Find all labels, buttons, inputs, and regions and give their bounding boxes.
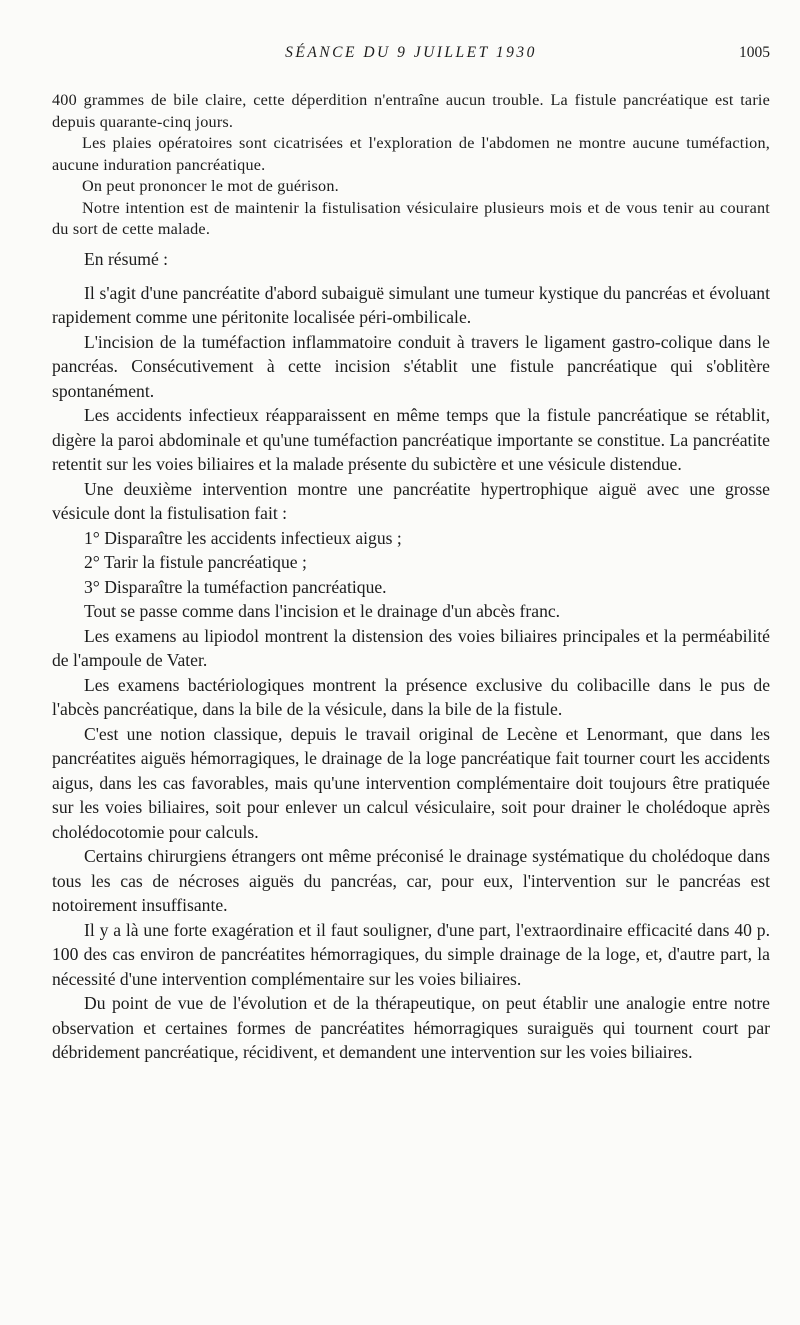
summary-heading: En résumé : — [84, 249, 169, 269]
paragraph-6: Les examens au lipiodol montrent la distension des voies biliaires principales et la perméabilité de l'ampoule de Vater. — [52, 625, 770, 670]
list-item-3: 3° Disparaître la tuméfaction pancréatique. — [84, 576, 387, 597]
small-paragraph-2: Les plaies opératoires sont cicatrisées et l'exploration de l'abdomen ne montre aucune tuméfaction, aucune induration pancréatique. — [52, 134, 770, 174]
paragraph-5: Tout se passe comme dans l'incision et le drainage d'un abcès franc. — [84, 601, 561, 621]
small-paragraph-3: On peut prononcer le mot de guérison. — [82, 177, 339, 195]
paragraph-11: Du point de vue de l'évolution et de la thérapeutique, on peut établir une analogie entre notre observation et certaines formes de pancréatites hémorragiques suraiguës qui tournent court par débridement pancréatique, récidivent, et demandent une intervention sur les voies biliaires. — [52, 993, 770, 1062]
page-header — [52, 44, 770, 68]
paragraph-3: Les accidents infectieux réapparaissent en même temps que la fistule pancréatique se rétablit, digère la paroi abdominale et qu'une tuméfaction pancréatique importante se constitue. La pancréatite retentit sur les voies biliaires et la malade présente du subictère et une vésicule distendue. — [52, 405, 770, 474]
paragraph-9: Certains chirurgiens étrangers ont même préconisé le drainage systématique du cholédoque dans tous les cas de nécroses aiguës du pancréas, car, pour eux, l'intervention sur le pancréas est notoirement insuffisante. — [52, 846, 770, 915]
list-item-1: 1° Disparaître les accidents infectieux aigus ; — [84, 527, 402, 548]
paragraph-8: C'est une notion classique, depuis le travail original de Lecène et Lenormant, que dans les pancréatites aiguës hémorragiques, le drainage de la loge pancréatique fait tourner court les accidents aigus, dans les cas favorables, mais qu'une intervention complémentaire doit toujours être pratiquée sur les voies biliaires, soit pour enlever un calcul vésiculaire, soit pour drainer le cholédoque après cholédocotomie pour calculs. — [52, 723, 770, 842]
paragraph-2: L'incision de la tuméfaction inflammatoire conduit à travers le ligament gastro-colique dans le pancréas. Consécutivement à cette incision s'établit une fistule pancréatique qui s'oblitère spontanément. — [52, 331, 770, 401]
main-text-block — [52, 247, 770, 1065]
paragraph-4: Une deuxième intervention montre une pancréatite hypertrophique aiguë avec une grosse vésicule dont la fistulisation fait : — [52, 478, 770, 523]
paragraph-7: Les examens bactériologiques montrent la présence exclusive du colibacille dans le pus de l'abcès pancréatique, dans la bile de la vésicule, dans la bile de la fistule. — [52, 674, 770, 719]
paragraph-10: Il y a là une forte exagération et il faut souligner, d'une part, l'extraordinaire efficacité dans 40 p. 100 des cas environ de pancréatites hémorragiques, du simple drainage de la loge, et, d'autre part, la nécessité d'une intervention complémentaire sur les voies biliaires. — [52, 919, 770, 989]
small-paragraph-4: Notre intention est de maintenir la fistulisation vésiculaire plusieurs mois et de vous tenir au courant du sort de cette malade. — [52, 198, 770, 238]
small-text-block — [52, 90, 770, 241]
paragraph-1: Il s'agit d'une pancréatite d'abord subaiguë simulant une tumeur kystique du pancréas et évoluant rapidement comme une péritonite localisée péri-ombilicale. — [52, 282, 770, 327]
running-title: SÉANCE DU 9 JUILLET 1930 — [285, 44, 537, 61]
list-item-2: 2° Tarir la fistule pancréatique ; — [84, 552, 307, 572]
small-paragraph-1: 400 grammes de bile claire, cette déperdition n'entraîne aucun trouble. La fistule pancréatique est tarie depuis quarante-cinq jours. — [52, 91, 770, 131]
page-number: 1005 — [739, 44, 770, 61]
